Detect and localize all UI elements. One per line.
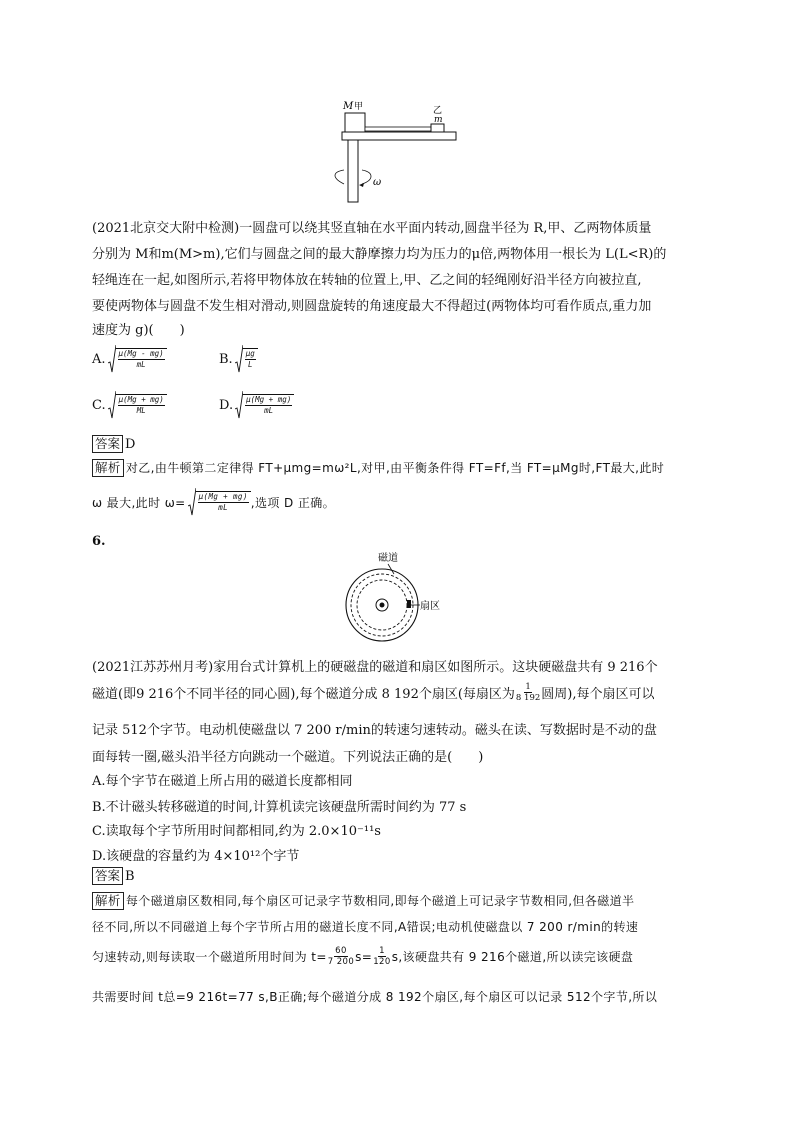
- rotating-disc-figure: [330, 98, 470, 204]
- sqrt-expression: μ(Mg + mg) ML: [108, 391, 167, 419]
- answer-tag: 答案: [92, 867, 123, 885]
- sector-mark: [407, 600, 411, 608]
- label-jia: 甲: [354, 102, 364, 112]
- q5-stem-line-3: 轻绳连在一起,如图所示,若将甲物体放在转轴的位置上,甲、乙之间的轻绳刚好沿半径方向被拉直,: [92, 273, 642, 288]
- fraction: $\frac{1}{8 192}$: [515, 682, 541, 703]
- axle: [348, 140, 358, 202]
- hard-disk-figure: [340, 550, 460, 650]
- block-yi: [431, 124, 444, 132]
- q6-analysis-line-4: 共需要时间 t总=9 216t=77 s,B正确;每个磁道分成 8 192个扇区,每个扇区可以记录 512个字节,所以: [92, 990, 658, 1004]
- q5-option-d[interactable]: [219, 391, 294, 419]
- q5-stem-line-4: 要使两物体与圆盘不发生相对滑动,则圆盘旋转的角速度最大不得超过(两物体均可看作质点,重力加: [92, 299, 652, 314]
- sqrt-expression: μg L: [235, 345, 258, 373]
- analysis-tag: 解析: [92, 892, 124, 910]
- label-track: 磁道: [378, 553, 398, 564]
- option-letter: A.: [92, 351, 106, 367]
- fraction: $\frac{60}{7 200}$: [327, 946, 355, 967]
- option-letter: C.: [92, 397, 106, 413]
- label-sector: 扇区: [420, 601, 440, 612]
- sqrt-icon: [108, 345, 116, 373]
- q6-analysis-line-1: 解析 每个磁道扇区数相同,每个扇区可记录字节数相同,即每个磁道上可记录字节数相同,但各磁道半: [92, 892, 634, 910]
- q6-stem-line-2: 磁道(即9 216个不同半径的同心圆),每个磁道分成 8 192个扇区(每扇区为 $\frac{1}{8 192}$ 圆周),每个扇区可以: [92, 682, 655, 703]
- sqrt-expression: μ(Mg + mg) mL: [188, 488, 251, 516]
- string: [365, 127, 431, 131]
- q6-analysis-line-2: 径不同,所以不同磁道上每个字节所占用的磁道长度不同,A错误;电动机使磁盘以 7 200 r/min的转速: [92, 920, 639, 934]
- answer-tag: 答案: [92, 435, 123, 453]
- q6-number: 6.: [92, 534, 106, 549]
- q5-analysis-line-1: 解析 对乙,由牛顿第二定律得 FT+μmg=mω²L,对甲,由平衡条件得 FT=Ff,当 FT=μMg时,FT最大,此时: [92, 459, 664, 477]
- label-M: M: [343, 101, 354, 112]
- answer-value: B: [125, 869, 135, 884]
- q6-option-c[interactable]: C.读取每个字节所用时间都相同,约为 2.0×10⁻¹¹s: [92, 824, 381, 839]
- q6-option-d[interactable]: D.该硬盘的容量约为 4×10¹²个字节: [92, 849, 300, 864]
- q5-option-c[interactable]: [92, 391, 167, 419]
- sqrt-icon: [235, 345, 243, 373]
- option-letter: B.: [219, 351, 233, 367]
- q6-answer: [92, 867, 135, 885]
- analysis-tag: 解析: [92, 459, 124, 477]
- sqrt-icon: [108, 391, 116, 419]
- q5-option-a[interactable]: [92, 345, 167, 373]
- sqrt-icon: [235, 391, 243, 419]
- label-omega: ω: [373, 177, 382, 188]
- sqrt-expression: μ(Mg - mg) mL: [108, 345, 167, 373]
- q5-option-b[interactable]: [219, 345, 258, 373]
- label-m: m: [434, 115, 443, 125]
- disc-surface: [342, 132, 456, 140]
- block-jia: [345, 113, 365, 132]
- sqrt-expression: μ(Mg + mg) mL: [235, 391, 294, 419]
- q5-stem-line-5: 速度为 g)( ): [92, 323, 185, 338]
- q6-analysis-line-3: 匀速转动,则每读取一个磁道所用时间为 t= $\frac{60}{7 200}$ s= $\frac{1}{120}$ s,该硬盘共有 9 216个磁道,所以读完该硬盘: [92, 946, 634, 967]
- q6-option-a[interactable]: A.每个字节在磁道上所占用的磁道长度都相同: [92, 774, 353, 789]
- arrowhead-icon: [359, 183, 364, 187]
- q6-stem-line-4: 面每转一圈,磁头沿半径方向跳动一个磁道。下列说法正确的是( ): [92, 750, 484, 765]
- q5-stem-line-2: 分别为 M和m(M>m),它们与圆盘之间的最大静摩擦力均为压力的μ倍,两物体用一根长为 L(L<R)的: [92, 247, 667, 262]
- q6-stem-line-1: (2021江苏苏州月考)家用台式计算机上的硬磁盘的磁道和扇区如图所示。这块硬磁盘共有 9 216个: [92, 660, 658, 675]
- q6-stem-line-3: 记录 512个字节。电动机使磁盘以 7 200 r/min的转速匀速转动。磁头在读、写数据时是不动的盘: [92, 723, 657, 738]
- option-letter: D.: [219, 397, 234, 413]
- answer-value: D: [125, 437, 136, 452]
- q5-stem-line-1: (2021北京交大附中检测)一圆盘可以绕其竖直轴在水平面内转动,圆盘半径为 R,甲、乙两物体质量: [92, 221, 652, 236]
- q6-option-b[interactable]: B.不计磁头转移磁道的时间,计算机读完该硬盘所需时间约为 77 s: [92, 800, 467, 815]
- sqrt-icon: [188, 488, 196, 516]
- q5-analysis-line-2: ω 最大,此时 ω= μ(Mg + mg) mL ,选项 D 正确。: [92, 488, 335, 516]
- fraction: $\frac{1}{120}$: [373, 946, 391, 967]
- q5-answer: [92, 435, 135, 453]
- label-yi: 乙: [433, 106, 443, 116]
